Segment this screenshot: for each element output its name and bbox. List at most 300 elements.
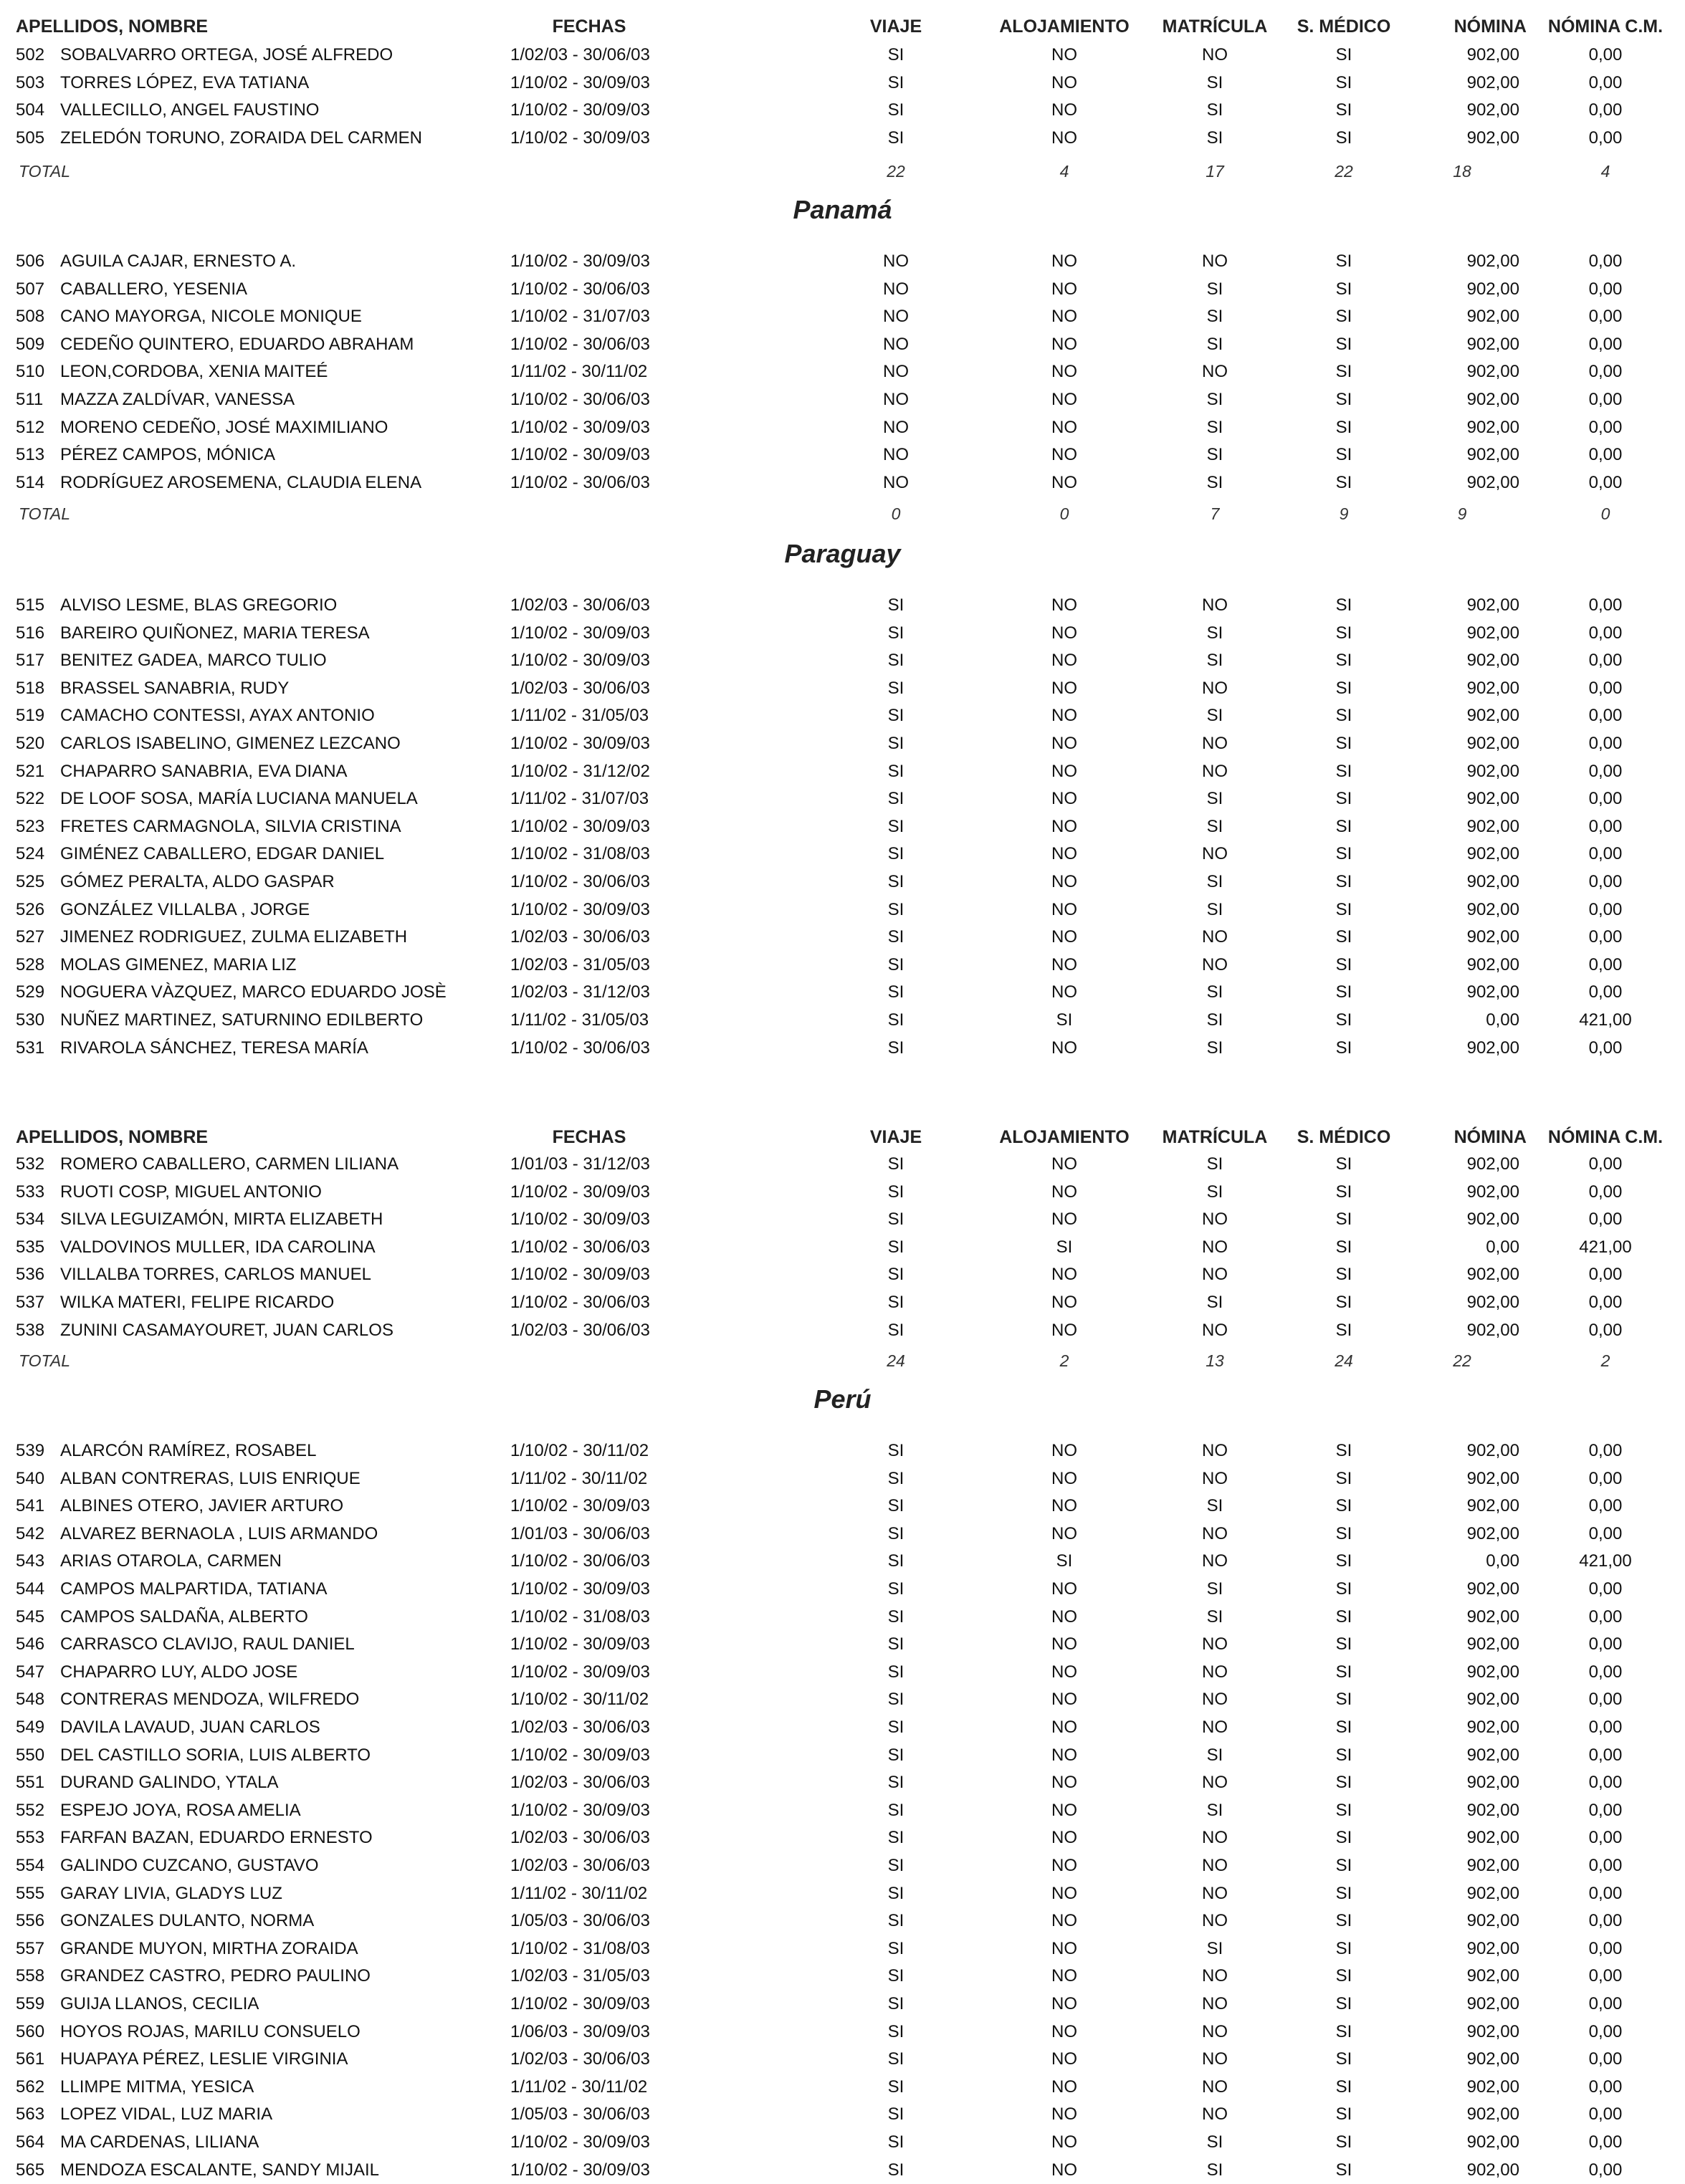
alojamiento-value: NO — [1051, 595, 1077, 615]
nomina-value: 0,00 — [1486, 1551, 1519, 1571]
matricula-value: NO — [1202, 678, 1228, 698]
row-number: 552 — [16, 1800, 45, 1820]
viaje-value: SI — [887, 1293, 904, 1312]
viaje-value: SI — [887, 927, 904, 947]
nomina-cm-value: 0,00 — [1588, 1662, 1623, 1682]
date-range: 1/10/02 - 30/09/03 — [510, 2132, 650, 2152]
student-name: ROMERO CABALLERO, CARMEN LILIANA — [60, 1154, 399, 1174]
matricula-value: NO — [1202, 1441, 1228, 1460]
alojamiento-value: NO — [1051, 954, 1077, 974]
medico-value: SI — [1335, 1800, 1352, 1820]
viaje-value: SI — [887, 2049, 904, 2069]
student-name: WILKA MATERI, FELIPE RICARDO — [60, 1293, 335, 1312]
nomina-cm-value: 0,00 — [1588, 899, 1623, 919]
row-number: 542 — [16, 1523, 45, 1543]
column-header-row — [0, 1124, 1685, 1151]
total-nomina-cm: 0 — [1600, 504, 1610, 523]
row-number: 530 — [16, 1010, 45, 1030]
viaje-value: SI — [887, 1856, 904, 1875]
table-row — [0, 97, 1685, 124]
alojamiento-value: NO — [1051, 1038, 1077, 1058]
table-row — [0, 1007, 1685, 1034]
matricula-value: NO — [1202, 1966, 1228, 1986]
table-row — [0, 1035, 1685, 1062]
viaje-value: SI — [887, 1966, 904, 1986]
date-range: 1/10/02 - 30/09/03 — [510, 417, 650, 437]
table-row — [0, 1852, 1685, 1879]
student-name: BRASSEL SANABRIA, RUDY — [60, 678, 290, 698]
nomina-value: 902,00 — [1466, 1800, 1519, 1820]
table-row — [0, 1576, 1685, 1603]
date-range: 1/11/02 - 30/11/02 — [510, 1468, 648, 1488]
row-number: 524 — [16, 844, 45, 864]
table-row — [0, 785, 1685, 813]
total-label: TOTAL — [19, 162, 70, 181]
nomina-cm-value: 0,00 — [1588, 1994, 1623, 2013]
matricula-value: NO — [1202, 1828, 1228, 1848]
table-row — [0, 1880, 1685, 1907]
date-range: 1/10/02 - 30/11/02 — [510, 1690, 649, 1710]
date-range: 1/05/03 - 30/06/03 — [510, 1911, 650, 1931]
nomina-value: 902,00 — [1466, 1468, 1519, 1488]
date-range: 1/10/02 - 30/11/02 — [510, 1441, 649, 1460]
nomina-value: 902,00 — [1466, 816, 1519, 836]
alojamiento-value: NO — [1051, 1320, 1077, 1340]
row-number: 541 — [16, 1496, 45, 1516]
header-dates: FECHAS — [552, 1127, 626, 1147]
date-range: 1/02/03 - 31/05/03 — [510, 1966, 650, 1986]
student-name: CARLOS ISABELINO, GIMENEZ LEZCANO — [60, 734, 401, 753]
nomina-cm-value: 0,00 — [1588, 734, 1623, 753]
nomina-value: 902,00 — [1466, 1441, 1519, 1460]
nomina-value: 902,00 — [1466, 2077, 1519, 2097]
medico-value: SI — [1335, 1773, 1352, 1793]
table-row — [0, 896, 1685, 924]
matricula-value: NO — [1202, 734, 1228, 753]
viaje-value: SI — [887, 2132, 904, 2152]
matricula-value: SI — [1206, 1800, 1223, 1820]
nomina-cm-value: 0,00 — [1588, 651, 1623, 671]
viaje-value: SI — [887, 1718, 904, 1737]
date-range: 1/10/02 - 30/09/03 — [510, 1182, 650, 1202]
student-name: GALINDO CUZCANO, GUSTAVO — [60, 1856, 319, 1875]
matricula-value: NO — [1202, 1634, 1228, 1654]
viaje-value: NO — [883, 362, 909, 382]
nomina-value: 0,00 — [1486, 1010, 1519, 1030]
nomina-value: 902,00 — [1466, 128, 1519, 148]
nomina-cm-value: 0,00 — [1588, 1634, 1623, 1654]
alojamiento-value: NO — [1051, 844, 1077, 864]
student-name: PÉREZ CAMPOS, MÓNICA — [60, 445, 276, 465]
table-row — [0, 1991, 1685, 2018]
table-row — [0, 1520, 1685, 1548]
nomina-value: 902,00 — [1466, 2132, 1519, 2152]
nomina-cm-value: 0,00 — [1588, 2049, 1623, 2069]
row-number: 533 — [16, 1182, 45, 1202]
viaje-value: SI — [887, 789, 904, 809]
student-name: MENDOZA ESCALANTE, SANDY MIJAIL — [60, 2160, 379, 2180]
student-name: ZUNINI CASAMAYOURET, JUAN CARLOS — [60, 1320, 393, 1340]
medico-value: SI — [1335, 734, 1352, 753]
nomina-cm-value: 0,00 — [1588, 1773, 1623, 1793]
medico-value: SI — [1335, 1690, 1352, 1710]
medico-value: SI — [1335, 982, 1352, 1002]
country-heading: Paraguay — [784, 539, 901, 568]
medico-value: SI — [1335, 2132, 1352, 2152]
nomina-value: 902,00 — [1466, 252, 1519, 271]
student-name: NUÑEZ MARTINEZ, SATURNINO EDILBERTO — [60, 1010, 424, 1030]
total-nomina: 22 — [1453, 1351, 1471, 1370]
medico-value: SI — [1335, 1441, 1352, 1460]
matricula-value: SI — [1206, 279, 1223, 299]
viaje-value: SI — [887, 1662, 904, 1682]
nomina-value: 902,00 — [1466, 954, 1519, 974]
total-label: TOTAL — [19, 504, 70, 523]
table-row — [0, 1289, 1685, 1316]
student-name: RIVAROLA SÁNCHEZ, TERESA MARÍA — [60, 1038, 368, 1058]
student-name: CHAPARRO LUY, ALDO JOSE — [60, 1662, 298, 1682]
medico-value: SI — [1335, 1237, 1352, 1257]
alojamiento-value: NO — [1051, 899, 1077, 919]
viaje-value: SI — [887, 1551, 904, 1571]
table-row — [0, 840, 1685, 868]
table-row — [0, 386, 1685, 413]
nomina-value: 902,00 — [1466, 307, 1519, 327]
student-name: GIMÉNEZ CABALLERO, EDGAR DANIEL — [60, 844, 385, 864]
alojamiento-value: NO — [1051, 982, 1077, 1002]
total-label: TOTAL — [19, 1351, 70, 1370]
nomina-value: 902,00 — [1466, 1718, 1519, 1737]
student-name: ZELEDÓN TORUNO, ZORAIDA DEL CARMEN — [60, 128, 422, 148]
student-name: GONZÁLEZ VILLALBA , JORGE — [60, 899, 310, 919]
nomina-value: 902,00 — [1466, 789, 1519, 809]
student-name: SOBALVARRO ORTEGA, JOSÉ ALFREDO — [60, 45, 393, 64]
row-number: 505 — [16, 128, 45, 148]
student-name: CONTRERAS MENDOZA, WILFREDO — [60, 1690, 360, 1710]
medico-value: SI — [1335, 651, 1352, 671]
nomina-cm-value: 0,00 — [1588, 2104, 1623, 2125]
table-row — [0, 248, 1685, 275]
matricula-value: NO — [1202, 1237, 1228, 1257]
alojamiento-value: NO — [1051, 1265, 1077, 1285]
medico-value: SI — [1335, 1551, 1352, 1571]
header-viaje: VIAJE — [869, 16, 922, 37]
nomina-value: 902,00 — [1466, 1579, 1519, 1599]
header-medico: S. MÉDICO — [1297, 16, 1391, 37]
row-number: 523 — [16, 816, 45, 836]
medico-value: SI — [1335, 1634, 1352, 1654]
table-row — [0, 979, 1685, 1006]
nomina-cm-value: 0,00 — [1588, 279, 1623, 299]
student-name: CAMPOS SALDAÑA, ALBERTO — [60, 1606, 308, 1627]
medico-value: SI — [1335, 128, 1352, 148]
nomina-cm-value: 0,00 — [1588, 1265, 1623, 1285]
matricula-value: SI — [1206, 872, 1223, 891]
row-number: 559 — [16, 1994, 45, 2013]
alojamiento-value: NO — [1051, 1468, 1077, 1488]
nomina-value: 902,00 — [1466, 1182, 1519, 1202]
table-row — [0, 358, 1685, 385]
student-name: FRETES CARMAGNOLA, SILVIA CRISTINA — [60, 816, 401, 836]
date-range: 1/05/03 - 30/06/03 — [510, 2104, 650, 2125]
date-range: 1/10/02 - 30/09/03 — [510, 1994, 650, 2013]
viaje-value: SI — [887, 1828, 904, 1848]
table-row — [0, 1659, 1685, 1686]
date-range: 1/10/02 - 30/09/03 — [510, 1579, 650, 1599]
viaje-value: SI — [887, 1154, 904, 1174]
row-number: 504 — [16, 100, 45, 120]
medico-value: SI — [1335, 2049, 1352, 2069]
matricula-value: NO — [1202, 1773, 1228, 1793]
row-number: 510 — [16, 362, 45, 382]
alojamiento-value: NO — [1051, 706, 1077, 726]
total-alojamiento: 4 — [1059, 162, 1069, 181]
row-number: 520 — [16, 734, 45, 753]
alojamiento-value: NO — [1051, 1496, 1077, 1516]
date-range: 1/02/03 - 30/06/03 — [510, 1828, 650, 1848]
viaje-value: SI — [887, 2021, 904, 2041]
nomina-cm-value: 0,00 — [1588, 1911, 1623, 1931]
matricula-value: NO — [1202, 1911, 1228, 1931]
table-row — [0, 1907, 1685, 1935]
student-name: AGUILA CAJAR, ERNESTO A. — [60, 252, 296, 271]
student-name: SILVA LEGUIZAMÓN, MIRTA ELIZABETH — [60, 1210, 383, 1230]
nomina-cm-value: 0,00 — [1588, 362, 1623, 382]
viaje-value: SI — [887, 1938, 904, 1958]
date-range: 1/01/03 - 30/06/03 — [510, 1523, 650, 1543]
medico-value: SI — [1335, 2104, 1352, 2125]
nomina-cm-value: 0,00 — [1588, 1523, 1623, 1543]
table-row — [0, 868, 1685, 896]
column-header-row — [0, 13, 1685, 40]
matricula-value: SI — [1206, 1293, 1223, 1312]
total-nomina-cm: 4 — [1600, 162, 1610, 181]
matricula-value: SI — [1206, 128, 1223, 148]
nomina-value: 902,00 — [1466, 1966, 1519, 1986]
viaje-value: SI — [887, 1579, 904, 1599]
matricula-value: SI — [1206, 390, 1223, 409]
nomina-value: 902,00 — [1466, 390, 1519, 409]
viaje-value: SI — [887, 816, 904, 836]
nomina-value: 902,00 — [1466, 362, 1519, 382]
header-medico: S. MÉDICO — [1297, 1127, 1391, 1147]
date-range: 1/10/02 - 30/09/03 — [510, 651, 650, 671]
viaje-value: SI — [887, 761, 904, 781]
nomina-value: 902,00 — [1466, 872, 1519, 891]
table-row — [0, 469, 1685, 497]
alojamiento-value: NO — [1051, 252, 1077, 271]
alojamiento-value: NO — [1051, 1210, 1077, 1230]
table-row — [0, 1234, 1685, 1261]
nomina-cm-value: 0,00 — [1588, 100, 1623, 120]
date-range: 1/02/03 - 31/05/03 — [510, 954, 650, 974]
date-range: 1/10/02 - 30/06/03 — [510, 390, 650, 409]
alojamiento-value: NO — [1051, 1800, 1077, 1820]
date-range: 1/10/02 - 30/09/03 — [510, 1745, 650, 1765]
row-number: 555 — [16, 1883, 45, 1903]
medico-value: SI — [1335, 472, 1352, 492]
table-row — [0, 1493, 1685, 1520]
nomina-cm-value: 0,00 — [1588, 1883, 1623, 1903]
row-number: 513 — [16, 445, 45, 465]
table-row — [0, 2046, 1685, 2073]
table-row — [0, 1261, 1685, 1288]
viaje-value: SI — [887, 2104, 904, 2125]
row-number: 519 — [16, 706, 45, 726]
total-nomina-cm: 2 — [1600, 1351, 1610, 1370]
nomina-cm-value: 0,00 — [1588, 1745, 1623, 1765]
nomina-cm-value: 0,00 — [1588, 72, 1623, 92]
matricula-value: NO — [1202, 1718, 1228, 1737]
table-row — [0, 1465, 1685, 1493]
alojamiento-value: NO — [1051, 417, 1077, 437]
student-name: MORENO CEDEÑO, JOSÉ MAXIMILIANO — [60, 417, 388, 437]
nomina-cm-value: 0,00 — [1588, 128, 1623, 148]
matricula-value: NO — [1202, 844, 1228, 864]
nomina-cm-value: 0,00 — [1588, 623, 1623, 643]
student-name: NOGUERA VÀZQUEZ, MARCO EDUARDO JOSÈ — [60, 982, 447, 1002]
nomina-value: 902,00 — [1466, 445, 1519, 465]
alojamiento-value: NO — [1051, 761, 1077, 781]
table-row — [0, 1548, 1685, 1575]
nomina-cm-value: 0,00 — [1588, 1468, 1623, 1488]
table-row — [0, 414, 1685, 441]
student-name: ARIAS OTAROLA, CARMEN — [60, 1551, 282, 1571]
medico-value: SI — [1335, 445, 1352, 465]
viaje-value: SI — [887, 1690, 904, 1710]
viaje-value: NO — [883, 279, 909, 299]
date-range: 1/10/02 - 30/09/03 — [510, 1662, 650, 1682]
medico-value: SI — [1335, 678, 1352, 698]
total-matricula: 17 — [1206, 162, 1224, 181]
row-number: 534 — [16, 1210, 45, 1230]
date-range: 1/02/03 - 30/06/03 — [510, 1718, 650, 1737]
medico-value: SI — [1335, 1718, 1352, 1737]
total-medico: 9 — [1339, 504, 1349, 523]
viaje-value: NO — [883, 417, 909, 437]
row-number: 561 — [16, 2049, 45, 2069]
matricula-value: SI — [1206, 1496, 1223, 1516]
table-row — [0, 1797, 1685, 1824]
matricula-value: SI — [1206, 445, 1223, 465]
nomina-value: 902,00 — [1466, 623, 1519, 643]
medico-value: SI — [1335, 844, 1352, 864]
alojamiento-value: NO — [1051, 651, 1077, 671]
viaje-value: SI — [887, 844, 904, 864]
student-name: BENITEZ GADEA, MARCO TULIO — [60, 651, 327, 671]
nomina-cm-value: 0,00 — [1588, 789, 1623, 809]
nomina-value: 902,00 — [1466, 1994, 1519, 2013]
alojamiento-value: NO — [1051, 1293, 1077, 1312]
viaje-value: SI — [887, 1320, 904, 1340]
medico-value: SI — [1335, 872, 1352, 891]
row-number: 549 — [16, 1718, 45, 1737]
matricula-value: SI — [1206, 2132, 1223, 2152]
nomina-value: 902,00 — [1466, 1265, 1519, 1285]
medico-value: SI — [1335, 72, 1352, 92]
viaje-value: SI — [887, 1606, 904, 1627]
student-name: GUIJA LLANOS, CECILIA — [60, 1994, 259, 2013]
student-name: ALBINES OTERO, JAVIER ARTURO — [60, 1496, 344, 1516]
viaje-value: SI — [887, 872, 904, 891]
matricula-value: SI — [1206, 789, 1223, 809]
matricula-value: SI — [1206, 1745, 1223, 1765]
nomina-value: 902,00 — [1466, 2049, 1519, 2069]
nomina-value: 902,00 — [1466, 1745, 1519, 1765]
medico-value: SI — [1335, 1966, 1352, 1986]
date-range: 1/02/03 - 30/06/03 — [510, 1320, 650, 1340]
student-name: ESPEJO JOYA, ROSA AMELIA — [60, 1800, 301, 1820]
nomina-value: 902,00 — [1466, 1856, 1519, 1875]
matricula-value: NO — [1202, 2104, 1228, 2125]
matricula-value: NO — [1202, 761, 1228, 781]
viaje-value: SI — [887, 45, 904, 64]
row-number: 512 — [16, 417, 45, 437]
nomina-cm-value: 0,00 — [1588, 1441, 1623, 1460]
matricula-value: SI — [1206, 1010, 1223, 1030]
row-number: 537 — [16, 1293, 45, 1312]
alojamiento-value: NO — [1051, 334, 1077, 354]
nomina-cm-value: 0,00 — [1588, 816, 1623, 836]
table-row — [0, 276, 1685, 303]
row-number: 531 — [16, 1038, 45, 1058]
row-number: 556 — [16, 1911, 45, 1931]
header-nomina-cm: NÓMINA C.M. — [1547, 1127, 1663, 1147]
total-viaje: 22 — [887, 162, 905, 181]
matricula-value: SI — [1206, 1938, 1223, 1958]
alojamiento-value: NO — [1051, 1662, 1077, 1682]
viaje-value: SI — [887, 1994, 904, 2013]
total-viaje: 24 — [887, 1351, 905, 1370]
nomina-cm-value: 0,00 — [1588, 706, 1623, 726]
student-name: HOYOS ROJAS, MARILU CONSUELO — [60, 2021, 361, 2041]
row-number: 554 — [16, 1856, 45, 1875]
row-number: 546 — [16, 1634, 45, 1654]
viaje-value: SI — [887, 72, 904, 92]
nomina-value: 902,00 — [1466, 279, 1519, 299]
alojamiento-value: NO — [1051, 72, 1077, 92]
alojamiento-value: NO — [1051, 1579, 1077, 1599]
nomina-cm-value: 0,00 — [1588, 445, 1623, 465]
nomina-value: 902,00 — [1466, 761, 1519, 781]
student-name: LEON,CORDOBA, XENIA MAITEÉ — [60, 362, 328, 382]
student-name: DEL CASTILLO SORIA, LUIS ALBERTO — [60, 1745, 371, 1765]
nomina-cm-value: 0,00 — [1588, 982, 1623, 1002]
header-nomina: NÓMINA — [1454, 1127, 1527, 1147]
table-row — [0, 1935, 1685, 1963]
alojamiento-value: NO — [1051, 789, 1077, 809]
matricula-value: NO — [1202, 1856, 1228, 1875]
alojamiento-value: NO — [1051, 1828, 1077, 1848]
student-name: JIMENEZ RODRIGUEZ, ZULMA ELIZABETH — [60, 927, 408, 947]
viaje-value: SI — [887, 2077, 904, 2097]
viaje-value: SI — [887, 899, 904, 919]
nomina-value: 902,00 — [1466, 1690, 1519, 1710]
row-number: 560 — [16, 2021, 45, 2041]
total-nomina: 9 — [1457, 504, 1467, 523]
country-heading: Perú — [813, 1384, 872, 1414]
header-dates: FECHAS — [552, 16, 626, 37]
nomina-value: 902,00 — [1466, 2160, 1519, 2180]
alojamiento-value: NO — [1051, 1634, 1077, 1654]
nomina-value: 902,00 — [1466, 1038, 1519, 1058]
viaje-value: SI — [887, 954, 904, 974]
nomina-value: 902,00 — [1466, 899, 1519, 919]
matricula-value: NO — [1202, 252, 1228, 271]
medico-value: SI — [1335, 100, 1352, 120]
table-row — [0, 2157, 1685, 2184]
nomina-cm-value: 0,00 — [1588, 1828, 1623, 1848]
